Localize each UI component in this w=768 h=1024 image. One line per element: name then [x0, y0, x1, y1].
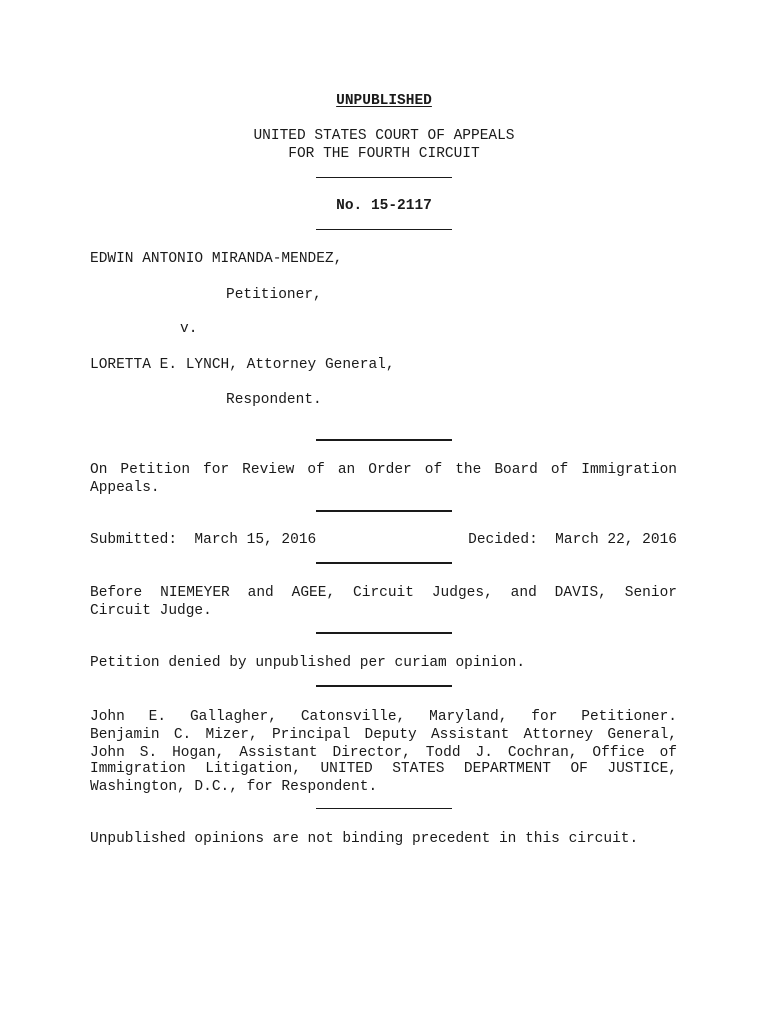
- court-name-line2: FOR THE FOURTH CIRCUIT: [288, 146, 480, 162]
- counsel-line5: Washington, D.C., for Respondent.: [90, 779, 378, 795]
- footer-note: Unpublished opinions are not binding precedent in this circuit.: [90, 831, 639, 847]
- unpublished-heading: UNPUBLISHED: [336, 93, 432, 109]
- counsel-line3: John S. Hogan, Assistant Director, Todd J. Cochran, Office of: [90, 745, 677, 761]
- panel-line1: Before NIEMEYER and AGEE, Circuit Judges, and DAVIS, Senior: [90, 585, 677, 601]
- petitioner-role: Petitioner,: [226, 287, 322, 303]
- panel-line2: Circuit Judge.: [90, 603, 212, 619]
- submitted-date: Submitted: March 15, 2016: [90, 532, 317, 548]
- counsel-line1: John E. Gallagher, Catonsville, Maryland, for Petitioner.: [90, 709, 677, 725]
- disposition: Petition denied by unpublished per curiam opinion.: [90, 655, 526, 671]
- decided-date: Decided: March 22, 2016: [468, 532, 677, 548]
- divider-rule: [316, 177, 452, 178]
- divider-rule: [316, 439, 452, 441]
- case-number: No. 15-2117: [336, 198, 432, 214]
- petition-origin-line2: Appeals.: [90, 480, 160, 496]
- petition-origin-line1: On Petition for Review of an Order of the Board of Immigration: [90, 462, 677, 478]
- respondent-name: LORETTA E. LYNCH, Attorney General,: [90, 357, 395, 373]
- divider-rule: [316, 808, 452, 809]
- counsel-line2: Benjamin C. Mizer, Principal Deputy Assistant Attorney General,: [90, 727, 677, 743]
- court-name-line1: UNITED STATES COURT OF APPEALS: [253, 128, 515, 144]
- divider-rule: [316, 562, 452, 564]
- divider-rule: [316, 632, 452, 634]
- divider-rule: [316, 229, 452, 230]
- counsel-line4: Immigration Litigation, UNITED STATES DEPARTMENT OF JUSTICE,: [90, 761, 677, 777]
- versus-label: v.: [180, 321, 198, 337]
- divider-rule: [316, 685, 452, 687]
- respondent-role: Respondent.: [226, 392, 322, 408]
- dates-row: [90, 531, 677, 549]
- divider-rule: [316, 510, 452, 512]
- petitioner-name: EDWIN ANTONIO MIRANDA-MENDEZ,: [90, 251, 343, 267]
